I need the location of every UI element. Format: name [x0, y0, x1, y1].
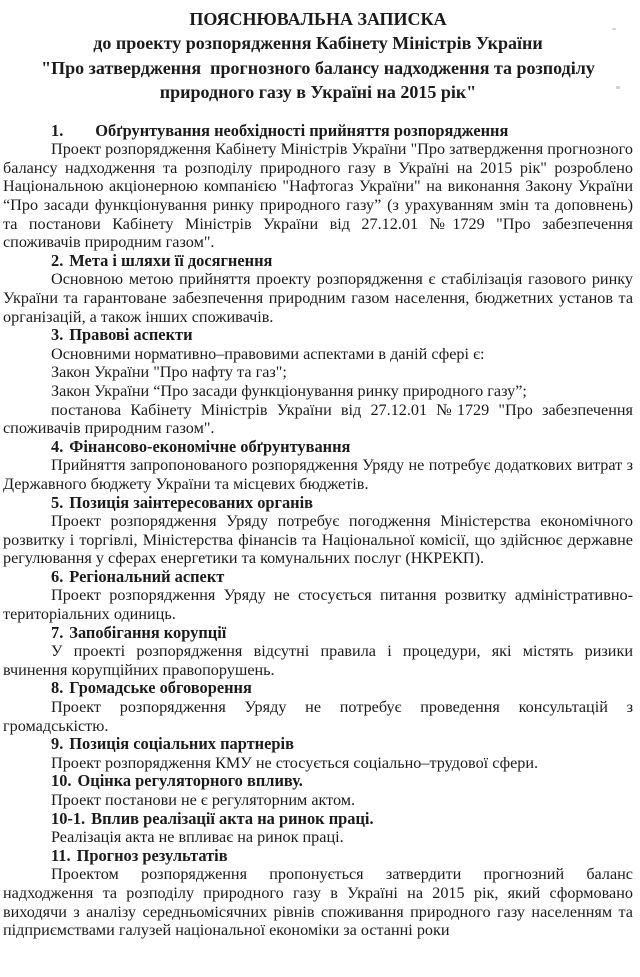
section-heading [3, 494, 633, 513]
section-3 [3, 326, 633, 438]
paragraph: Закон України "Про нафту та газ"; [51, 363, 287, 382]
section-number: 9. [51, 734, 64, 754]
section-10-1 [3, 810, 633, 847]
section-1 [3, 122, 633, 252]
scan-speck [616, 86, 620, 89]
paragraph: Проект розпорядження Кабінету Міністрів України "Про затвердження прогнозного балансу надходження та розподілу природного газу в Україні на 2015 рік" розроблено Національною акціонерною компанією "Нафтогаз України" на виконання Закону України “Про засади функціонування ринку природного газу” (з урахуванням змін та доповнень) та постанови Кабінету Міністрів України від 27.12.01 №1729 "Про забезпечення споживачів природним газом". [3, 140, 633, 252]
title-line: ПОЯСНЮВАЛЬНА ЗАПИСКА [189, 9, 447, 29]
section-2 [3, 252, 633, 326]
section-number: 10-1. [51, 808, 86, 828]
section-heading [3, 810, 633, 829]
section-number: 8. [51, 678, 64, 698]
section-title: Регіональний аспект [69, 566, 225, 586]
paragraph: Закон України “Про засади функціонування ринку природного газу”; [51, 381, 527, 400]
paragraph: Прийняття запропонованого розпорядження Уряду не потребує додаткових витрат з Державного бюджету України та місцевих бюджетів. [3, 456, 633, 493]
section-heading [3, 847, 633, 866]
section-heading [3, 735, 633, 754]
section-title: Правові аспекти [69, 325, 193, 345]
section-6 [3, 568, 633, 624]
section-number: 10. [51, 771, 72, 791]
paragraph: У проекті розпорядження відсутні правила і процедури, які містять ризики вчинення корупційних правопорушень. [3, 642, 633, 679]
paragraph: Проект постанови не є регуляторним актом. [51, 791, 356, 809]
section-number: 1. [51, 120, 64, 140]
section-heading [3, 438, 633, 457]
paragraph: Основною метою прийняття проекту розпорядження є стабілізація газового ринку України та гарантоване забезпечення природним газом населення, бюджетних установ та організацій, а також інших споживачів. [3, 270, 633, 326]
section-number: 7. [51, 622, 64, 642]
section-title: Громадське обговорення [69, 678, 252, 698]
section-heading [3, 624, 633, 643]
section-title: Оцінка регуляторного впливу. [77, 771, 303, 791]
section-number: 2. [51, 250, 64, 270]
section-title: Запобігання корупції [69, 622, 227, 642]
title-line: природного газу в Україні на 2015 рік" [159, 82, 477, 103]
document-title [3, 7, 633, 105]
section-heading [3, 772, 633, 791]
paragraph: Реалізація акта не впливає на ринок праці. [51, 828, 344, 847]
section-title: Обґрунтування необхідності прийняття розпорядження [95, 120, 509, 140]
section-number: 4. [51, 436, 64, 456]
scan-speck [612, 28, 616, 30]
section-heading [3, 252, 633, 271]
section-number: 5. [51, 492, 64, 512]
section-5 [3, 494, 633, 568]
paragraph: постанова Кабінету Міністрів України від 27.12.01 №1729 "Про забезпечення споживачів природним газом". [3, 400, 633, 438]
section-title: Позиція соціальних партнерів [69, 734, 294, 754]
paragraph: Основними нормативно–правовими аспектами в даній сфері є: [51, 344, 485, 363]
title-line: "Про затвердження прогнозного балансу надходження та розподілу [41, 57, 595, 78]
section-4 [3, 438, 633, 494]
section-heading [3, 122, 633, 141]
document-body [3, 122, 633, 940]
section-heading [3, 326, 633, 345]
paragraph: Проект розпорядження Уряду не потребує проведення консультацій з громадськістю. [3, 698, 633, 735]
section-title: Прогноз результатів [76, 845, 228, 865]
title-line: до проекту розпорядження Кабінету Міністрів України [93, 33, 543, 54]
section-title: Мета і шляхи її досягнення [69, 250, 273, 270]
section-7 [3, 624, 633, 680]
section-heading [3, 679, 633, 698]
section-title: Позиція заінтересованих органів [69, 492, 314, 512]
section-title: Фінансово-економічне обґрунтування [69, 436, 351, 456]
paragraph: Проект розпорядження Уряду потребує погодження Міністерства економічного розвитку і торгівлі, Міністерства фінансів та Національної комісії, що здійснює державне регулювання у сферах енергетики та комунальних послуг (НКРЕКП). [3, 512, 633, 568]
section-10 [3, 772, 633, 809]
section-number: 3. [51, 325, 64, 345]
paragraph: Проект розпорядження Уряду не стосується питання розвитку адміністративно-територіальних одиниць. [3, 586, 633, 624]
section-title: Вплив реалізації акта на ринок праці. [91, 808, 374, 828]
section-9 [3, 735, 633, 772]
section-number: 11. [51, 845, 71, 865]
section-number: 6. [51, 566, 64, 586]
section-11 [3, 847, 633, 940]
paragraph: Проект розпорядження КМУ не стосується соціально–трудової сфери. [51, 753, 539, 772]
section-8 [3, 679, 633, 735]
paragraph: Проектом розпорядження пропонується затвердити прогнозний баланс надходження та розподілу природного газу в Україні на 2015 рік, який сформовано виходячи з аналізу середньомісячних рівнів споживання природного газу населенням та підприємствами галузей національної економіки за останні роки [3, 865, 633, 940]
section-heading [3, 568, 633, 587]
